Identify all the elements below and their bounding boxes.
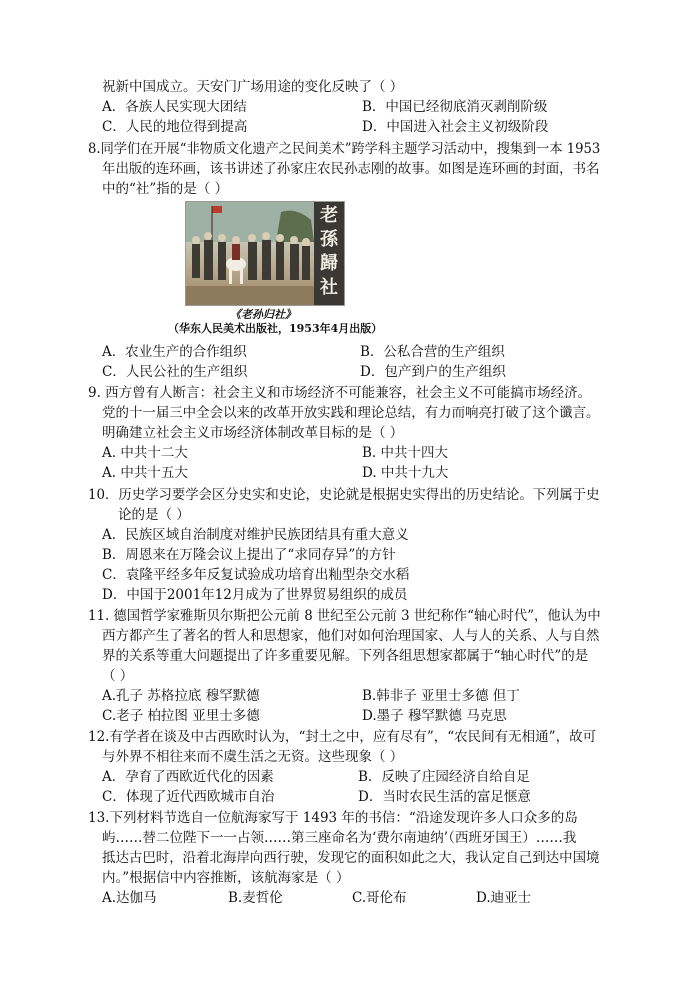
- q13-option-c: C.哥伦布: [352, 890, 407, 906]
- q13-stem-line-4: 内。”根据信中内容推断，该航海家是（ ）: [102, 870, 350, 886]
- comic-title-char-3: 歸: [320, 253, 338, 274]
- q10-stem-line-1: 10．历史学习要学会区分史实和史论，史论就是根据史实得出的历史结论。下列属于史: [88, 487, 600, 503]
- comic-title-char-4: 社: [320, 277, 338, 298]
- q8-option-a: A．农业生产的合作组织: [102, 344, 247, 360]
- q8-stem-line-1: 8.同学们在开展“非物质文化遗产之民间美术”跨学科主题学习活动中，搜集到一本 1953: [88, 141, 601, 157]
- q8-option-c: C．人民公社的生产组织: [102, 364, 248, 380]
- figure-caption-source: （华东人民美术出版社，1953年4月出版）: [168, 322, 383, 335]
- q11-option-b: B.韩非子 亚里士多德 但丁: [362, 688, 520, 704]
- q8-option-b: B．公私合营的生产组织: [360, 344, 505, 360]
- q8-stem-line-2: 年出版的连环画，该书讲述了孙家庄农民孙志刚的故事。如图是连环画的封面，书名: [102, 161, 600, 177]
- comic-title-char-1: 老: [320, 205, 338, 226]
- q9-option-a: A. 中共十二大: [102, 445, 188, 461]
- q11-stem-line-1: 11. 德国哲学家雅斯贝尔斯把公元前 8 世纪至公元前 3 世纪称作“轴心时代”，他认为中: [88, 608, 601, 624]
- q13-option-a: A.达伽马: [102, 890, 157, 906]
- q12-option-d: D．当时农民生活的富足惬意: [358, 789, 531, 805]
- q9-option-c: A. 中共十五大: [102, 465, 188, 481]
- q11-option-c: C.老子 柏拉图 亚里士多德: [102, 708, 260, 724]
- q12-option-a: A．孕育了西欧近代化的因素: [102, 769, 274, 785]
- q10-option-a: A．民族区域自治制度对维护民族团结具有重大意义: [102, 527, 409, 543]
- q12-option-b: B．反映了庄园经济自给自足: [358, 769, 530, 785]
- q12-stem-line-1: 12.有学者在谈及中古西欧时认为，“封土之中，应有尽有”，“农民间有无相通”，故可: [88, 729, 597, 745]
- q13-option-b: B.麦哲伦: [228, 890, 283, 906]
- q11-option-a: A.孔子 苏格拉底 穆罕默德: [102, 688, 260, 704]
- q9-option-d: D. 中共十九大: [362, 465, 449, 481]
- comic-cover-illustration: [186, 202, 314, 305]
- q11-option-d: D.墨子 穆罕默德 马克思: [362, 708, 507, 724]
- q10-option-c: C．袁隆平经多年反复试验成功培育出籼型杂交水稻: [102, 567, 410, 583]
- comic-title-char-2: 孫: [320, 229, 338, 250]
- q9-option-b: B. 中共十四大: [362, 445, 449, 461]
- q8-stem-line-3: 中的“社”指的是（ ）: [102, 181, 229, 197]
- q12-stem-line-2: 与外界不相往来而不虞生活之无资。这些现象（ ）: [102, 749, 404, 765]
- q8-option-d: D．包产到户的生产组织: [360, 364, 506, 380]
- figure-caption-title: 《老孙归社》: [230, 308, 296, 321]
- q9-stem-line-2: 党的十一届三中全会以来的改革开放实践和理论总结，有力而响亮打破了这个谶言。: [102, 405, 600, 421]
- q12-option-c: C．体现了近代西欧城市自治: [102, 789, 275, 805]
- q7-option-b: B．中国已经彻底消灭剥削阶级: [362, 99, 548, 115]
- q9-stem-line-1: 9. 西方曾有人断言：社会主义和市场经济不可能兼容，社会主义不可能搞市场经济。: [88, 385, 592, 401]
- q11-stem-line-3: 界的关系等重大问题提出了许多重要见解。下列各组思想家都属于“轴心时代”的是: [102, 648, 589, 664]
- q10-option-b: B．周恩来在万隆会议上提出了“求同存异”的方针: [102, 547, 396, 563]
- q7-stem-line-1: 祝新中国成立。天安门广场用途的变化反映了（ ）: [102, 79, 404, 95]
- q13-option-d: D.迪亚士: [476, 890, 532, 906]
- q10-stem-line-2: 论的是（ ）: [118, 507, 190, 523]
- q7-option-d: D．中国进入社会主义初级阶段: [362, 119, 549, 135]
- q13-stem-line-3: 抵达古巴时，沿着北海岸向西行驶，发现它的面积如此之大，我认定自己到达中国境: [102, 850, 600, 866]
- q9-stem-line-3: 明确建立社会主义市场经济体制改革目标的是（ ）: [102, 425, 404, 441]
- q7-option-a: A．各族人民实现大团结: [102, 99, 247, 115]
- q13-stem-line-1: 13.下列材料节选自一位航海家写于 1493 年的书信：“沿途发现许多人口众多的岛: [88, 810, 578, 826]
- q11-stem-line-4: （ ）: [102, 668, 134, 684]
- comic-cover-title-strip: [314, 202, 344, 305]
- comic-cover-figure: [185, 201, 345, 306]
- q11-stem-line-2: 西方都产生了著名的哲人和思想家，他们对如何治理国家、人与人的关系、人与自然: [102, 628, 600, 644]
- q10-option-d: D．中国于2001年12月成为了世界贸易组织的成员: [102, 587, 408, 603]
- q7-option-c: C．人民的地位得到提高: [102, 119, 248, 135]
- q13-stem-line-2: 屿……替二位陛下一一占领……第三座命名为‘费尔南迪纳’（西班牙国王）……我: [102, 830, 577, 846]
